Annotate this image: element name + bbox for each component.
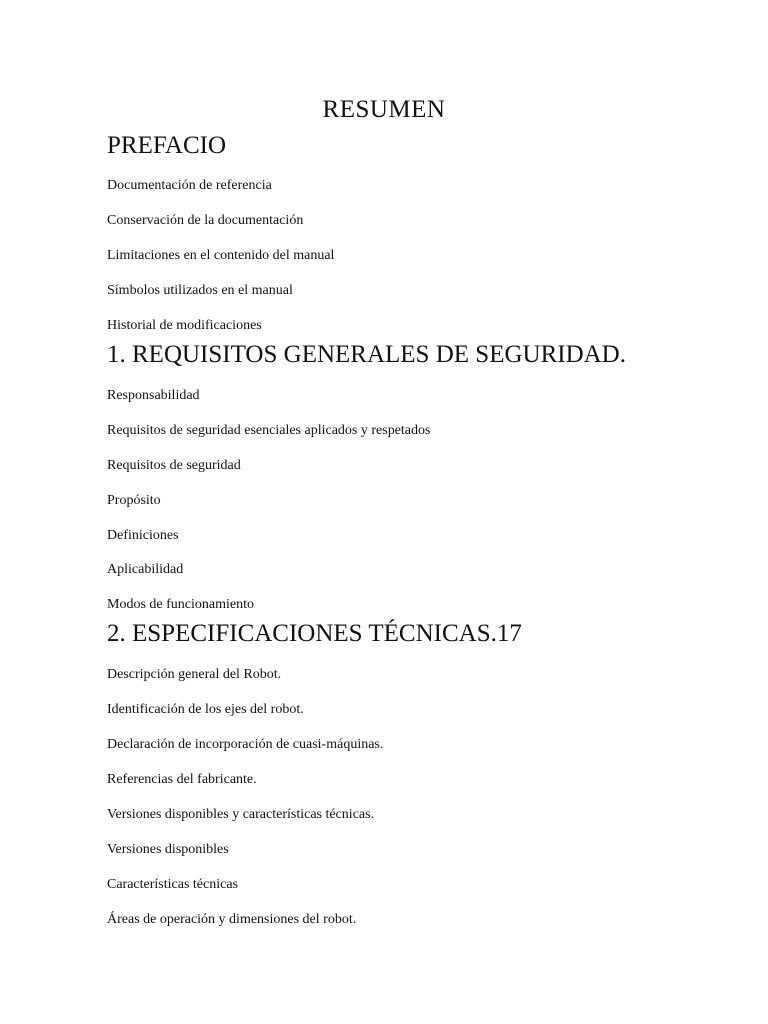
- section-heading-especificaciones: 2. ESPECIFICACIONES TÉCNICAS.17: [107, 620, 522, 647]
- toc-item: Áreas de operación y dimensiones del robot.: [107, 912, 357, 927]
- toc-item: Historial de modificaciones: [107, 318, 262, 333]
- toc-item: Requisitos de seguridad: [107, 458, 241, 473]
- toc-item: Modos de funcionamiento: [107, 597, 254, 612]
- toc-item: Responsabilidad: [107, 388, 200, 403]
- toc-item: Descripción general del Robot.: [107, 667, 282, 682]
- section-heading-requisitos: 1. REQUISITOS GENERALES DE SEGURIDAD.: [107, 341, 626, 368]
- toc-item: Características técnicas: [107, 877, 238, 892]
- toc-item: Aplicabilidad: [107, 562, 184, 577]
- section-heading-prefacio: PREFACIO: [107, 132, 227, 159]
- toc-item: Declaración de incorporación de cuasi-máquinas.: [107, 737, 384, 752]
- toc-item: Referencias del fabricante.: [107, 772, 257, 787]
- toc-item: Identificación de los ejes del robot.: [107, 702, 304, 717]
- toc-item: Requisitos de seguridad esenciales aplicados y respetados: [107, 423, 431, 438]
- toc-item: Limitaciones en el contenido del manual: [107, 248, 335, 263]
- toc-item: Conservación de la documentación: [107, 213, 304, 228]
- toc-item: Definiciones: [107, 528, 179, 543]
- page-title: RESUMEN: [322, 96, 446, 123]
- toc-item: Versiones disponibles: [107, 842, 229, 857]
- toc-item: Versiones disponibles y características técnicas.: [107, 807, 375, 822]
- toc-item: Símbolos utilizados en el manual: [107, 283, 293, 298]
- toc-item: Documentación de referencia: [107, 178, 272, 193]
- toc-item: Propósito: [107, 493, 161, 508]
